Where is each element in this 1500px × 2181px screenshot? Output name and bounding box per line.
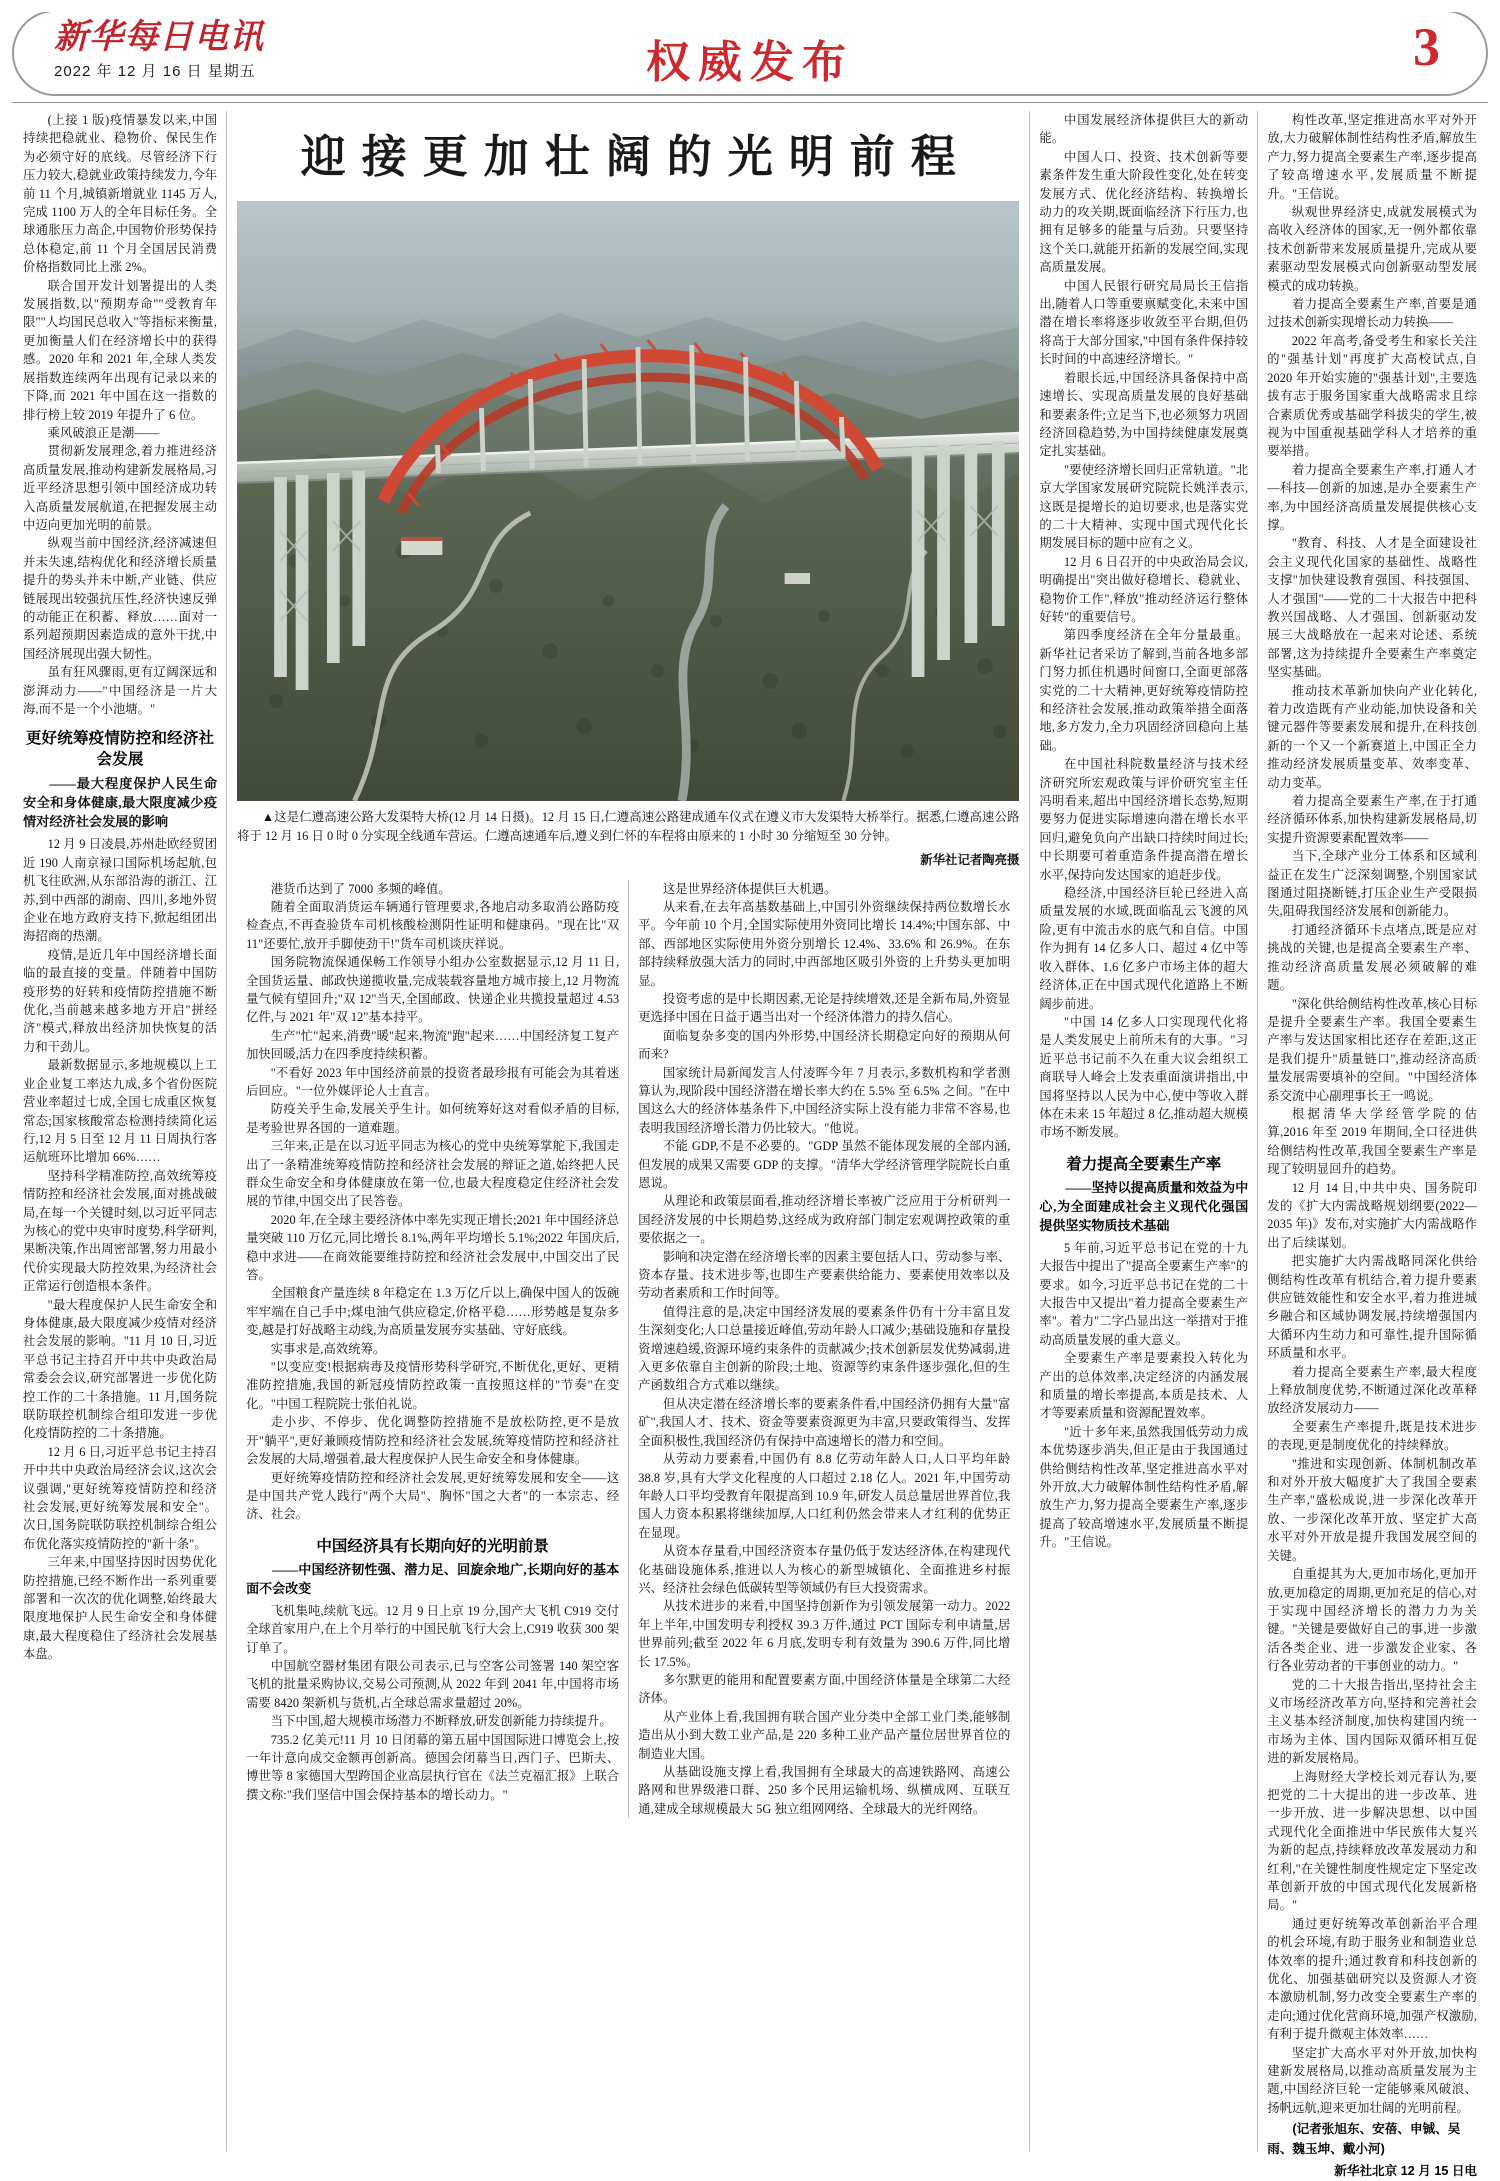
paragraph: 着力提高全要素生产率,最大程度上释放制度优势,不断通过深化改革释放经济发展动力——: [1267, 1364, 1478, 1416]
paragraph: 影响和决定潜在经济增长率的因素主要包括人口、劳动参与率、资本存量、技术进步等,也即生产要素供给能力、要素使用效率以及劳动者素质和工作时间等。: [638, 1249, 1011, 1301]
page-headline: 迎接更加壮阔的光明前程: [300, 132, 972, 182]
paragraph: 在中国社科院数量经济与技术经济研究所宏观政策与评价研究室主任冯明看来,超出中国经济增长态势,短期要努力促进实际增速向潜在增长水平回归,避免负向产出缺口持续时间过长;中长期要可着重造条件提高潜在增长水平,保持向发达国家的追赶步伐。: [1039, 757, 1249, 882]
page-body: [14, 111, 1486, 2179]
paragraph: 当下中国,超大规模市场潜力不断释放,研发创新能力持续提升。: [270, 1714, 612, 1729]
paragraph: 随着全面取消货运车辆通行管理要求,各地启动多取消公路防疫检查点,不再查验货车司机核酸检测阴性证明和健康码。"现在比"双 11"还要忙,放开手脚使劲干!"货车司机谈庆祥说。: [246, 899, 620, 951]
paragraph: 防疫关乎生命,发展关乎生计。如何统筹好这对看似矛盾的目标,是考验世界各国的一道难题。: [246, 1102, 620, 1135]
column-right-inner: [1030, 111, 1258, 2151]
paragraph: 坚定扩大高水平对外开放,加快构建新发展格局,以推动高质量发展为主题,中国经济巨轮一定能够乘风破浪、扬帆远航,迎来更加壮阔的光明前程。: [1267, 2045, 1478, 2115]
paragraph: 从资本存量看,中国经济资本存量仍低于发达经济体,在构建现代化基础设施体系,推进以人为核心的新型城镇化、全面推进乡村振兴、经济社会绿色低碳转型等领域仍有巨大投资需求。: [638, 1544, 1011, 1595]
paragraph: 把实施扩大内需战略同深化供给侧结构性改革有机结合,着力提升要素供应链效能性和安全水平,着力推进城乡融合和区域协调发展,持续增强国内大循环内生动力和可靠性,提升国际循环质量和水平。: [1267, 1254, 1478, 1361]
paragraph: 更好统筹疫情防控和经济社会发展,更好统筹发展和安全——这是中国共产党人践行"两个大局"、胸怀"国之大者"的一本宗志、经济、社会。: [246, 1470, 620, 1522]
paragraph: 从技术进步的来看,中国坚持创新作为引领发展第一动力。2022 年上半年,中国发明专利授权 39.3 万件,通过 PCT 国际专利申请量,居世界前列;截至 2022 年 6 月底,发明专利有效量为 390.6 万件,同比增长 17.5%。: [638, 1599, 1011, 1669]
paragraph: "深化供给侧结构性改革,核心目标是提升全要素生产率。我国全要素生产率与发达国家相比还存在差距,这正是我们提升"质量链口",推动经济高质量发展需要填补的空间。"中国经济体系交流中心副理事长王一鸣说。: [1267, 996, 1478, 1103]
paragraph: 中国航空器材集团有限公司表示,已与空客公司签署 140 架空客飞机的批量采购协议,交易公司预测,从 2022 年到 2041 年,中国将市场需要 8420 架新机与货机,占全球总需求量超过 20%。: [246, 1658, 620, 1710]
paragraph: 虽有狂风骤雨,更有辽阔深远和澎湃动力——"中国经济是一片大海,而不是一个小池塘。": [23, 665, 218, 716]
paragraph: "中国 14 亿多人口实现现代化将是人类发展史上前所未有的大事。"习近平总书记前不久在重大议会组织工商联导人峰会上发表重面演讲指出,中国将坚持以人民为中心,使中等收入群体在未来 15 年超过 8 亿,推动超大规模市场不断发展。: [1039, 1014, 1249, 1140]
subsection-heading: 着力提高全要素生产率: [1066, 1155, 1222, 1173]
paragraph: 全要素生产率提升,既是技术进步的表现,更是制度优化的持续释放。: [1267, 1419, 1478, 1453]
column-far-right: [1258, 111, 1486, 2179]
photo-caption: ▲这是仁遵高速公路大发渠特大桥(12 月 14 日摄)。12 月 15 日,仁遵高速公路建成通车仪式在遵义市大发渠特大桥举行。据悉,仁遵高速公路将于 12 月 16 日 0 时 0 分实现全线通车营运。仁遵高速通车后,遵义到仁怀的车程将由原来的 1 小时 30 分缩短至 30 分钟。: [237, 809, 1020, 843]
paragraph: 三年来,中国坚持因时因势优化防控措施,已经不断作出一系列重要部署和一次次的优化调整,始终最大限度地保护人民生命安全和身体健康,最大程度稳住了经济社会发展基本盘。: [23, 1555, 218, 1662]
paragraph: 飞机集吨,续航飞远。12 月 9 日上京 19 分,国产大飞机 C919 交付全球首家用户,在上个月举行的中国民航飞行大会上,C919 收获 300 架订单了。: [246, 1603, 620, 1655]
paragraph: 实事求是,高效统筹。: [270, 1341, 386, 1356]
paragraph: 根据清华大学经管学院的估算,2016 年至 2019 年期间,全口径进供给侧结构性改革,我国全要素生产率是现了较明显回升的趋势。: [1267, 1106, 1478, 1177]
paragraph: 国家统计局新闻发言人付凌晖今年 7 月表示,多数机构和学者测算认为,现阶段中国经济潜在增长率大约在 5.5% 至 6.5% 之间。"在中国这么大的经济体基条件下,中国经济实际上没有能力非常不容易,也表明我国经济增长潜力仍比较大。"他说。: [638, 1065, 1011, 1135]
subsection-deck: ——中国经济韧性强、潜力足、回旋余地广,长期向好的基本面不会改变: [246, 1561, 620, 1596]
paragraph: 稳经济,中国经济巨轮已经进入高质量发展的水域,既面临乱云飞渡的风险,更有中流击水的底气和自信。中国作为拥有 14 亿多人口、超过 4 亿中等收入群体、1.6 亿多户市场主体的超大经济体,正在中国式现代化道路上不断阔步前进。: [1039, 886, 1249, 1011]
masthead-divider: [12, 102, 1488, 103]
paragraph: 12 月 14 日,中共中央、国务院印发的《扩大内需战略规划纲要(2022—2035 年)》发布,对实施扩大内需战略作出了后续谋划。: [1267, 1180, 1478, 1250]
paragraph: 疫情,是近几年中国经济增长面临的最直接的变量。伴随着中国防疫形势的好转和疫情防控措施不断优化,当前越来越多地方开启"拼经济"模式,释放出经济加快恢复的活力和干劲儿。: [23, 947, 218, 1054]
paragraph: "最大程度保护人民生命安全和身体健康,最大限度减少疫情对经济社会发展的影响。"11 月 10 日,习近平总书记主持召开中共中央政治局常委会会议,研究部署进一步优化防控工作的二十条措施。11 月,国务院联防联控机制综合组印发进一步优化疫情防控的二十条措施。: [23, 1297, 218, 1441]
paragraph: 5 年前,习近平总书记在党的十九大报告中提出了"提高全要素生产率"的要求。如今,习近平总书记在党的二十大报告中又提出"着力提高全要素生产率"。着力"二字凸显出这一举措对于推动高质量发展的重大意义。: [1039, 1240, 1249, 1347]
masthead: [12, 10, 1488, 96]
paragraph: 中国发展经济体提供巨大的新动能。: [1039, 113, 1249, 146]
subsection-heading: 中国经济具有长期向好的光明前景: [316, 1537, 549, 1555]
paragraph: 国务院物流保通保畅工作领导小组办公室数据显示,12 月 11 日,全国货运量、邮政快递揽收量,完成装载容量地方城市接上,12 月物流量气候有望回升;"双 12"当天,全国邮政、快递企业共揽投量超过 4.53 亿件,与 2021 年"双 12"基本持平。: [246, 955, 620, 1025]
paragraph: 2022 年高考,备受考生和家长关注的"强基计划"再度扩大高校试点,自 2020 年开始实施的"强基计划",主要选拔有志于服务国家重大战略需求且综合素质优秀或基础学科拔尖的学生,被视为中国重视基础学科人才培养的重要举措。: [1267, 333, 1478, 459]
paragraph: 735.2 亿美元!11 月 10 日闭幕的第五届中国国际进口博览会上,按一年计意向成交金额再创新高。德国会闭幕当日,西门子、巴斯夫、博世等 8 家德国大型跨国企业高层执行官在《法兰克福汇报》上联合撰文称:"我们坚信中国会保持基本的增长动力。": [246, 1732, 620, 1802]
paragraph: "推进和实现创新、体制机制改革和对外开放大幅度扩大了我国全要素生产率,"盛松成说,进一步深化改革开放、一步深化改革开放、坚定扩大高水平对外开放是提升我国发展空间的关键。: [1267, 1456, 1478, 1563]
reporter-byline: (记者张旭东、安蓓、申铖、吴雨、魏玉坤、戴小河): [1267, 2122, 1461, 2157]
paragraph: 联合国开发计划署提出的人类发展指数,以"预期寿命""受教育年限""人均国民总收入"等指标来衡量,更加衡量人们在经济增长中的获得感。2020 年和 2021 年,全球人类发展指数连续两年出现有记录以来的下降,而 2021 年中国在这一指数的排行榜上较 2019 年提升了 6 位。: [23, 278, 218, 422]
paragraph: 着力提高全要素生产率,首要是通过技术创新实现增长动力转换——: [1267, 297, 1478, 330]
paragraph: 12 月 6 日召开的中央政治局会议,明确提出"突出做好稳增长、稳就业、稳物价工作",释放"推动经济运行整体好转"的重要信号。: [1039, 554, 1249, 624]
paragraph: 自重提其为大,更加市场化,更加开放,更加稳定的周期,更加充足的信心,对于实现中国经济增长的潜力力为关键。"关键是要做好自己的事,进一步激活各类企业、进一步激发企业家、各行各业劳动者的干事创业的动力。": [1267, 1567, 1478, 1674]
paragraph: "要使经济增长回归正常轨道。"北京大学国家发展研究院院长姚洋表示,这既是提增长的迫切要求,也是落实党的二十大精神、实现中国式现代化长期发展目标的题中应有之义。: [1039, 462, 1249, 551]
paragraph: 投资考虑的是中长期因素,无论是持续增效,还是全新布局,外资显更选择中国在日益于遇当出对一个经济体潜力的持久信心。: [638, 991, 1011, 1025]
paragraph: 最新数据显示,多地规模以上工业企业复工率达九成,多个省份医院营业率超过七成,全国七成重区恢复常态;国家核酸常态检测持续简化运行,12 月 5 日至 12 月 11 日周执行客运航班环比增加 66%……: [23, 1058, 218, 1165]
paragraph: 全国粮食产量连续 8 年稳定在 1.3 万亿斤以上,确保中国人的饭碗牢牢端在自己手中;煤电油气供应稳定,价格平稳……形势越是复杂多变,越是打好战略主动线,为高质量发展夯实基础、守好底线。: [246, 1286, 620, 1338]
paragraph: 12 月 6 日,习近平总书记主持召开中共中央政治局经济会议,这次会议强调,"更好统筹疫情防控和经济社会发展,更好统筹发展和安全"。次日,国务院联防联控机制综合组公布优化落实疫情防控的"新十条"。: [23, 1444, 218, 1551]
issue-date: 2022 年 12 月 16 日 星期五: [54, 62, 256, 80]
subsection-deck: ——坚持以提高质量和效益为中心,为全面建成社会主义现代化强国提供坚实物质技术基础: [1039, 1179, 1249, 1233]
paragraph: 坚持科学精准防控,高效统筹疫情防控和经济社会发展,面对挑战破局,在每一个关键时刻,以习近平同志为核心的党中央审时度势,科学研判,果断决策,作出周密部署,努力用最小代价实现最大防控效果,为经济社会正常运行创造根本条件。: [23, 1168, 218, 1294]
paragraph: 中国人口、投资、技术创新等要素条件发生重大阶段性变化,处在转变发展方式、优化经济结构、转换增长动力的攻关期,既面临经济下行压力,也拥有足够多的能量与后劲。只要坚持这个关口,就能开拓新的发展空间,实现高质量发展。: [1039, 149, 1249, 275]
paragraph: 乘风破浪正是潮——: [47, 425, 160, 440]
paragraph: 值得注意的是,决定中国经济发展的要素条件仍有十分丰富且发生深刻变化;人口总量接近峰值,劳动年龄人口减少;基础设施和存量投资增速趋缓,资源环境约束条件的贡献减少;技术创新层发优势减弱,进入更多依靠自主创新的阶段;土地、资源等约束条件逐步强化,但的生产函数组合方式难以继续。: [638, 1304, 1011, 1393]
paragraph: "不看好 2023 年中国经济前景的投资者最珍报有可能会为其着迷后回应。"一位外媒评论人士直言。: [246, 1065, 620, 1098]
paragraph: 着力提高全要素生产率,打通人才—科技—创新的加速,是办全要素生产率,为中国经济高质量发展提供核心支撑。: [1267, 462, 1478, 532]
paragraph: "近十多年来,虽然我国低劳动力成本优势逐步消失,但正是由于我国通过供给侧结构性改革,坚定推进高水平对外开放,大力破解体制性结构性矛盾,解放生产力,努力提高全要素生产率,逐步提高了较高增速水平,发展质量不断提升。"王信说。: [1039, 1424, 1249, 1550]
paragraph: 走小步、不停步、优化调整防控措施不是放松防控,更不是放开"躺平",更好兼顾疫情防控和经济社会发展,统筹疫情防控和经济社会发展的大局,增强着,最大程度保护人民生命安全和身体健康。: [246, 1415, 620, 1467]
subcolumn-b: [628, 880, 1019, 1819]
paragraph: 纵观世界经济史,成就发展模式为高收入经济体的国家,无一例外都依靠技术创新带来发展质量提升,完成从要素驱动型发展模式向创新驱动型发展模式的成功转换。: [1267, 205, 1478, 293]
paragraph: 从来看,在去年高基数基础上,中国引外资继续保持两位数增长水平。今年前 10 个月,全国实际使用外资同比增长 14.4%;中国东部、中部、西部地区实际使用外资分别增长 12.4%、33.6% 和 26.9%。在东部持续释放强大活力的同时,中西部地区吸引外资的上升势头更加明显。: [638, 899, 1011, 988]
paragraph: 这是世界经济体提供巨大机遇。: [662, 881, 837, 896]
subcolumn-a: [237, 880, 628, 1819]
paragraph: 从理论和政策层面看,推动经济增长率被广泛应用于分析研判一国经济发展的中长期趋势,这经成为政府部门制定宏观调控政策的重要依据之一。: [638, 1194, 1011, 1246]
article-dateline-block: [1267, 2161, 1477, 2181]
section-title: 权威发布: [646, 38, 854, 87]
photo-credit: 新华社记者陶亮摄: [920, 852, 1020, 867]
page-number: 3: [1413, 17, 1440, 77]
paragraph: 12 月 9 日凌晨,苏州赴欧经贸团近 190 人南京禄口国际机场起航,包机飞往欧洲,从东部沿海的浙江、江苏,到中西部的湖南、四川,多地外贸企业在地方政府支持下,掀起组团出海招商的热潮。: [23, 837, 218, 944]
article-byline-block: [1267, 2119, 1477, 2159]
paragraph: 推动技术革新加快向产业化转化,着力改造既有产业动能,加快设备和关键元器件等要素发展和提升,在科技创新的一个又一个新赛道上,中国正全力推动经济发展质量变革、效率变革、动力变革。: [1267, 683, 1478, 790]
subsection-deck: ——最大程度保护人民生命安全和身体健康,最大限度减少疫情对经济社会发展的影响: [23, 776, 218, 830]
paragraph: 全要素生产率是要素投入转化为产出的总体效率,决定经济的内涵发展和质量的增长率提高,本质是技术、人才等要素质量和资源配置效率。: [1039, 1351, 1249, 1421]
paragraph: 贯彻新发展理念,着力推进经济高质量发展,推动构建新发展格局,习近平经济思想引领中国经济成功转入高质量发展航道,在把握发展主动中迈向更加光明的前景。: [23, 444, 218, 532]
subsection-heading: 更好统筹疫情防控和经济社会发展: [25, 730, 215, 769]
paragraph: 面临复杂多变的国内外形势,中国经济长期稳定向好的预期从何而来?: [638, 1028, 1011, 1062]
column-left: [14, 111, 226, 2151]
paragraph: 从产业体上看,我国拥有联合国产业分类中全部工业门类,能够制造出从小到大数工业产品,是 220 多种工业产品产量位居世界首位的制造业大国。: [638, 1709, 1011, 1761]
under-photo-columns: [237, 880, 1019, 1819]
paragraph: 多尔默更的能用和配置要素方面,中国经济体量是全球第二大经济体。: [638, 1672, 1011, 1706]
paragraph: 着力提高全要素生产率,在于打通经济循环体系,加快构建新发展格局,切实提升资源要素配置效率——: [1267, 794, 1478, 845]
paragraph: 从基础设施支撑上看,我国拥有全球最大的高速铁路网、高速公路网和世界级港口群、250 多个民用运输机场、纵横成网、互联互通,建成全球规模最大 5G 独立组网网络、全球最大的光纤网络。: [638, 1765, 1011, 1816]
paragraph: 三年来,正是在以习近平同志为核心的党中央统筹掌舵下,我国走出了一条精准统筹疫情防控和经济社会发展的辩证之道,始终把人民群众生命安全和身体健康放在第一位,也最大程度稳定住经济社会发展的节律,中国交出了民答卷。: [246, 1139, 620, 1209]
feature-photo: [237, 201, 1019, 801]
agency-dateline: 新华社北京 12 月 15 日电: [1334, 2164, 1478, 2179]
paragraph: 第四季度经济在全年分量最重。新华社记者采访了解到,当前各地多部门努力抓住机遇时间窗口,全面更部落实党的二十大精神,更好统筹疫情防控和经济社会发展,推动政策举措全面落地,多方发力,全力巩固经济回稳向上基础。: [1039, 628, 1249, 753]
column-center: [226, 111, 1030, 2151]
paragraph: 着眼长远,中国经济具备保持中高速增长、实现高质量发展的良好基础和要素条件;立足当下,也必须努力巩固经济回稳趋势,为中国持续健康发展奠定扎实基础。: [1039, 370, 1249, 459]
paragraph: 从劳动力要素看,中国仍有 8.8 亿劳动年龄人口,人口平均年龄 38.8 岁,具有大学文化程度的人口超过 2.18 亿人。2021 年,中国劳动年龄人口平均受教育年限提高到 10.9 年,研发人员总量居世界首位,我国人力资本积累将继续加厚,人口红利仍然会带来人才红利的优势正在显现。: [638, 1452, 1011, 1540]
paragraph: (上接 1 版)疫情暴发以来,中国持续把稳就业、稳物价、保民生作为必须守好的底线。尽管经济下行压力较大,稳就业政策持续发力,今年前 11 个月,城镇新增就业 1145 万人,完成 1100 万人的全年目标任务。全球通胀压力高企,中国物价形势保持总体稳定,前 11 个月全国居民消费价格指数同比上涨 2%。: [23, 113, 218, 275]
photo-illustration: [237, 201, 1019, 801]
paragraph: 港货币达到了 7000 多频的峰值。: [270, 881, 451, 896]
paragraph: 但从决定潜在经济增长率的要素条件看,中国经济仍拥有大量"富矿",我国人才、技术、资金等要素资源更为丰富,只要政策得当、发挥全面积极性,我国经济仍有保持中高速增长的潜力和空间。: [638, 1396, 1011, 1448]
paragraph: 当下,全球产业分工体系和区域利益正在发生广泛深刻调整,个别国家试图通过阻挠断链,打压企业生产受限损失,阻碍我国经济发展和创新能力。: [1267, 849, 1478, 919]
paragraph: 2020 年,在全球主要经济体中率先实现正增长;2021 年中国经济总量突破 110 万亿元,同比增长 8.1%,两年平均增长 5.1%;2022 年国庆后,稳中求进——在商效能要维持防控和经济社会发展中,中国交出了民答。: [246, 1212, 620, 1283]
newspaper-logo: 新华每日电讯: [54, 19, 264, 56]
paragraph: 中国人民银行研究局局长王信指出,随着人口等重要禀赋变化,未来中国潜在增长率将逐步收敛至平台期,但仍将高于大部分国家,"中国有条件保持较长时间的中高速经济增长。": [1039, 278, 1249, 367]
paragraph: "教育、科技、人才是全面建设社会主义现代化国家的基础性、战略性支撑"加快建设教育强国、科技强国、人才强国"——党的二十大报告中把科教兴国战略、人才强国、创新驱动发展三大战略放在一起来对论述、系统部署,这为持续提升全要素生产率奠定坚实基础。: [1267, 536, 1478, 680]
paragraph: "以变应变!根据病毒及疫情形势科学研究,不断优化,更好、更精准防控措施,我国的新冠疫情防控政策一直按照这样的"节奏"在变化。"中国工程院院士张伯礼说。: [246, 1360, 620, 1411]
paragraph: 党的二十大报告指出,坚持社会主义市场经济改革方向,坚持和完善社会主义基本经济制度,加快构建国内统一市场为主体、国内国际双循环相互促进的新发展格局。: [1267, 1677, 1478, 1766]
paragraph: 通过更好统筹改革创新治平合理的机会环境,有助于服务业和制造业总体效率的提升;通过教育和科技创新的优化、加强基础研究以及资源人才资本激励机制,努力改变全要素生产率的走向;通过优化营商环境,加强产权激励,有利于提升微观主体效率……: [1267, 1916, 1478, 2042]
paragraph: 纵观当前中国经济,经济减速但并未失速,结构优化和经济增长质量提升的势头并未中断,产业链、供应链展现出较强抗压性,经济快速反弹的动能正在积蓄、释放……面对一系列超预期因素造成的意外干扰,中国经济展现出强大韧性。: [23, 536, 218, 661]
paragraph: 打通经济循环卡点堵点,既是应对挑战的关键,也是提高全要素生产率、推动经济高质量发展必须破解的难题。: [1267, 922, 1478, 993]
paragraph: 构性改革,坚定推进高水平对外开放,大力破解体制性结构性矛盾,解放生产力,努力提高全要素生产率,逐步提高了较高增速水平,发展质量不断提升。"王信说。: [1267, 113, 1478, 201]
paragraph: 生产"忙"起来,消费"暖"起来,物流"跑"起来……中国经济复工复产加快回暖,活力在四季度持续积蓄。: [246, 1028, 620, 1062]
paragraph: 不能 GDP,不是不必要的。"GDP 虽然不能体现发展的全部内涵,但发展的成果又需要 GDP 的支撑。"清华大学经济管理学院院长白重恩说。: [638, 1139, 1011, 1190]
paragraph: 上海财经大学校长刘元春认为,要把党的二十大提出的进一步改革、进一步开放、进一步解决思想、以中国式现代化全面推进中华民族伟大复兴为新的起点,持续释放改革发展动力和红利,"在关键性制度性规定定下坚定改革创新开放的中国式现代化发展新格局。": [1267, 1769, 1478, 1913]
